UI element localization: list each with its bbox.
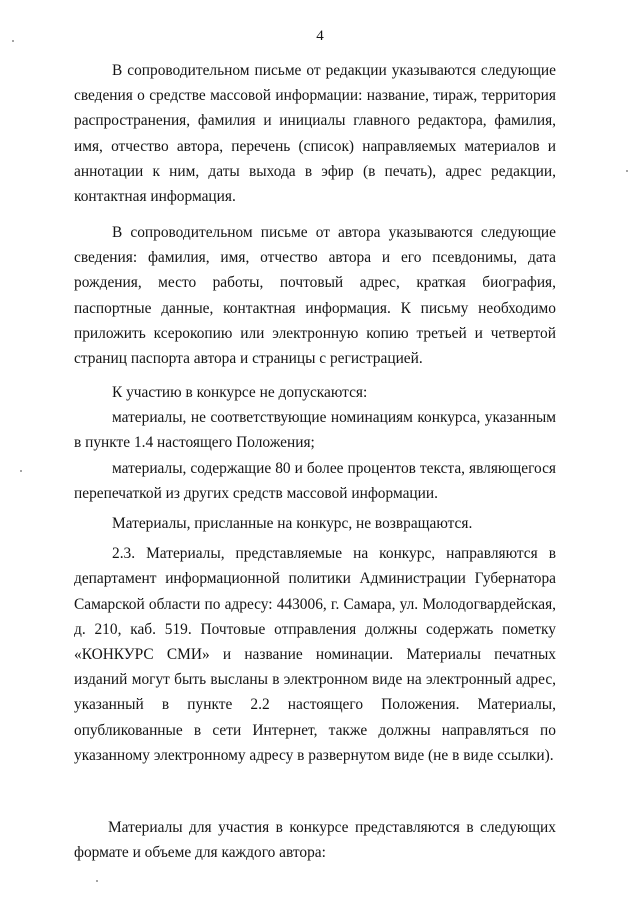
paragraph-block-2 <box>74 220 556 371</box>
paragraph-author-letter: В сопроводительном письме от автора указываются следующие сведения: фамилия, имя, отчество автора и его псевдонимы, дата рождения, место работы, почтовый адрес, краткая биография, паспортные данные, контактная информация. К письму необходимо приложить ксерокопию или электронную копию третьей и четвертой страниц паспорта автора и страницы с регистрацией. <box>74 224 556 368</box>
page-number: 4 <box>316 28 324 44</box>
scan-speck <box>12 40 14 42</box>
paragraph-block-3 <box>74 380 556 768</box>
scan-speck <box>20 470 22 472</box>
paragraph-format-volume: Материалы для участия в конкурсе представляются в следующих формате и объеме для каждого автора: <box>74 819 556 862</box>
paragraph-section-2-3: 2.3. Материалы, представляемые на конкурс, направляются в департамент информационной политики Администрации Губернатора Самарской области по адресу: 443006, г. Самара, ул. Молодогвардейская, д. 210, каб. 519. Почтовые отправления должны содержать пометку «КОНКУРС СМИ» и название номинации. Материалы печатных изданий могут быть высланы в электронном виде на электронный адрес, указанный в пункте 2.2 настоящего Положения. Материалы, опубликованные в сети Интернет, также должны направляться по указанному электронному адресу в развернутом виде (не в виде ссылки). <box>74 545 556 764</box>
scan-speck <box>626 170 628 172</box>
scan-speck <box>96 880 98 882</box>
paragraph-exclusion-nominations: материалы, не соответствующие номинациям конкурса, указанным в пункте 1.4 настоящего Положения; <box>74 409 556 452</box>
paragraph-editorial-letter: В сопроводительном письме от редакции указываются следующие сведения о средстве массовой информации: название, тираж, территория распространения, фамилия и инициалы главного редактора, фамилия, имя, отчество автора, перечень (список) направляемых материалов и аннотации к ним, даты выхода в эфир (в печать), адрес редакции, контактная информация. <box>74 62 556 206</box>
paragraph-block-4 <box>74 815 556 865</box>
paragraph-no-return: Материалы, присланные на конкурс, не возвращаются. <box>112 515 473 533</box>
paragraph-exclusions-intro: К участию в конкурсе не допускаются: <box>112 384 368 401</box>
paragraph-block-1 <box>74 58 556 209</box>
paragraph-exclusion-reprint: материалы, содержащие 80 и более процентов текста, являющегося перепечаткой из других средств массовой информации. <box>74 459 556 502</box>
